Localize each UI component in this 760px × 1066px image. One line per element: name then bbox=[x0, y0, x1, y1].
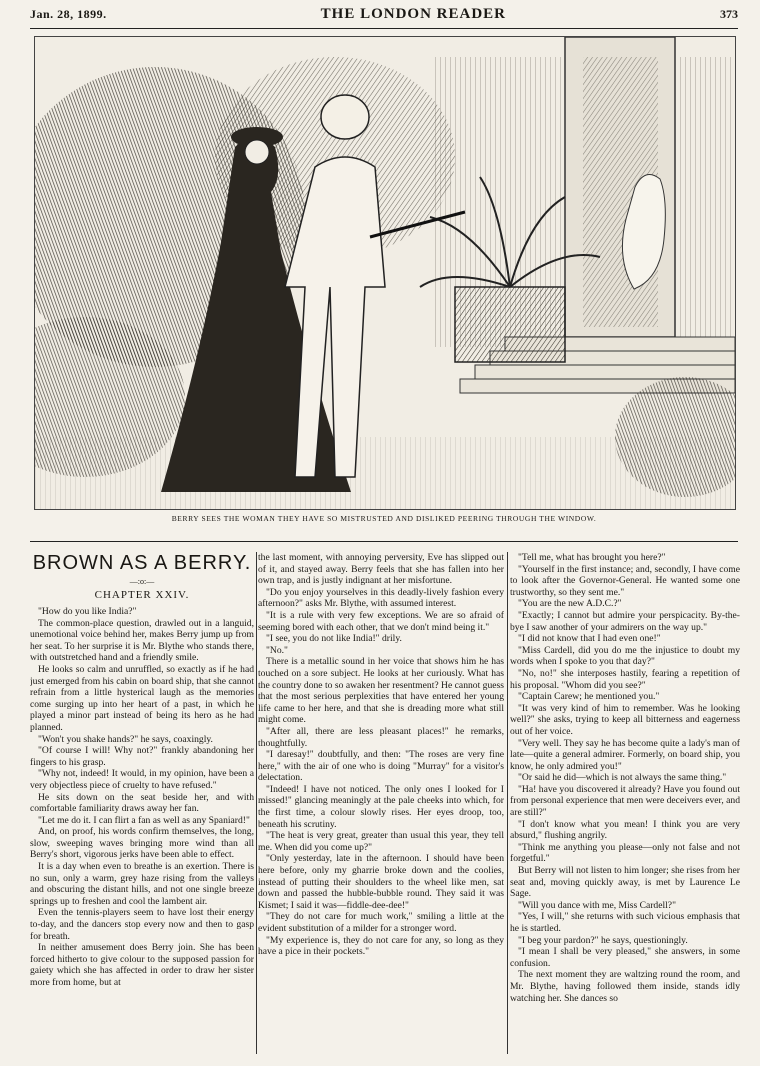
paragraph: "I did not know that I had even one!" bbox=[518, 633, 661, 645]
paragraph: "Exactly; I cannot but admire your perspicacity. By-the-bye I saw another of your admirers on the way up." bbox=[510, 609, 740, 633]
paragraph: "Captain Carew; he mentioned you." bbox=[518, 691, 660, 703]
paragraph: Even the tennis-players seem to have lost their energy to-day, and the dancers stop every now and then to gasp for breath. bbox=[30, 907, 254, 942]
paragraph: "Will you dance with me, Miss Cardell?" bbox=[518, 899, 676, 911]
column-divider bbox=[507, 552, 508, 1054]
paragraph: He sits down on the seat beside her, and with comfortable familiarity draws away her fan. bbox=[30, 791, 254, 815]
paragraph: "The heat is very great, greater than usual this year, they tell me. When did you come up?" bbox=[258, 830, 504, 853]
paragraph: And, on proof, his words confirm themselves, the long, slow, sweeping waves bringing more wind than all Berry's short, vigorous jerks have been able to effect. bbox=[30, 826, 254, 861]
paragraph: "No, no!" she interposes hastily, fearing a repetition of his proposal. "Whom did you see?" bbox=[510, 667, 740, 691]
paragraph: "You are the new A.D.C.?" bbox=[518, 598, 622, 610]
paragraph: The next moment they are waltzing round the room, and Mr. Blythe, having followed them inside, stands idly watching her. She dances so bbox=[510, 969, 740, 1004]
text-column-2 bbox=[258, 552, 504, 1056]
caption-rule bbox=[30, 541, 738, 542]
text-column-1 bbox=[30, 552, 254, 1056]
paragraph: "Think me anything you please—only not false and not forgetful." bbox=[510, 841, 740, 865]
header-rule bbox=[30, 28, 738, 29]
page-number: 373 bbox=[719, 7, 738, 21]
paragraph: "Miss Cardell, did you do me the injustice to doubt my words when I spoke to you that day?" bbox=[510, 644, 740, 668]
paragraph: There is a metallic sound in her voice that shows him he has touched on a sore subject. He looks at her curiously. What has the country done to so awaken her resentment? He cannot guess that the most serious perplexities that have entered her young life came to her here, and that she is dreading more what still might come. bbox=[258, 656, 504, 726]
paragraph: "After all, there are less pleasant places!" he remarks, thoughtfully. bbox=[258, 725, 504, 749]
paragraph: "How do you like India?" bbox=[38, 606, 137, 617]
paragraph: "It is a rule with very few exceptions. We are so afraid of seeming bored with each other, that we don't mind being it." bbox=[258, 609, 504, 633]
paragraph: "Yourself in the first instance; and, secondly, I have come to look after the Governor-General. He wanted some one trustworthy, so they sent me." bbox=[510, 563, 740, 598]
paragraph: "I beg your pardon?" he says, questioningly. bbox=[518, 934, 688, 946]
paragraph: "My experience is, they do not care for any, so long as they have a pice in their pockets." bbox=[258, 934, 504, 958]
column-divider bbox=[256, 552, 257, 1054]
engraving-picture bbox=[35, 37, 735, 509]
paragraph: But Berry will not listen to him longer; she rises from her seat and, moving quickly away, is met by Laurence Le Sage. bbox=[510, 865, 740, 900]
paragraph: "They do not care for much work," smiling a little at the evident substitution of a milder for a stronger word. bbox=[258, 911, 504, 934]
paragraph: It is a day when even to breathe is an exertion. There is no sun, only a warm, grey haze rising from the valleys and obscuring the distant hills, and not one single breeze springs up to freshen and cool the lambent air. bbox=[30, 861, 254, 907]
paragraph: the last moment, with annoying perversity, Eve has slipped out of it, and stayed away. Berry feels that she has fallen into her own trap, and is justly indignant at her misfortune. bbox=[258, 552, 504, 587]
paragraph: "Ha! have you discovered it already? Have you found out from personal experience that men were deceivers ever, and are still?" bbox=[510, 783, 740, 819]
paragraph: "It was very kind of him to remember. Was he looking well?" she asks, trying to keep all bitterness and eagerness out of her voice. bbox=[510, 702, 740, 737]
paragraph: "Or said he did—which is not always the same thing." bbox=[518, 772, 727, 784]
chapter-heading: CHAPTER XXIV. bbox=[94, 589, 190, 601]
paragraph: "No." bbox=[266, 644, 288, 656]
paragraph: He looks so calm and unruffled, so exactly as if he had just emerged from his cabin on board ship, that she cannot refrain from a little hysterical laugh as the memories come surging up into her heart of a past, in which he played a minor part instead of being its hero as he had planned. bbox=[30, 663, 254, 733]
paragraph: "Only yesterday, late in the afternoon. I should have been here before, only my gharrie broke down and the coolies, instead of putting their shoulders to the wheel like men, sat down and passed the hubble-bubble round. They said it was Kismet; I said it was—fiddle-dee-dee!" bbox=[258, 853, 504, 911]
paragraph: "Very well. They say he has become quite a lady's man of late—quite a general admirer. Formerly, on board ship, you know, he only admired you!" bbox=[510, 737, 740, 772]
paragraph: "I see, you do not like India!" drily. bbox=[266, 633, 402, 645]
paragraph: In neither amusement does Berry join. She has been forced hitherto to give colour to the supposed passion for gaiety which she has affected in order to draw her sister more from home, but at bbox=[30, 942, 254, 988]
paragraph: "I don't know what you mean! I think you are very absurd," flushing angrily. bbox=[510, 818, 740, 842]
paragraph: "Of course I will! Why not?" frankly abandoning her fingers to his grasp. bbox=[30, 745, 254, 768]
paragraph: "Won't you shake hands?" he says, coaxingly. bbox=[38, 733, 213, 745]
paragraph: "Yes, I will," she returns with such vicious emphasis that he is startled. bbox=[510, 911, 740, 934]
publication-title: THE LONDON READER bbox=[320, 6, 507, 22]
paragraph: "Tell me, what has brought you here?" bbox=[518, 552, 666, 563]
paragraph: "I mean I shall be very pleased," she answers, in some confusion. bbox=[510, 946, 740, 969]
paragraph: The common-place question, drawled out in a languid, unemotional voice behind her, makes Berry jump up from her seat. To her surprise it is Mr. Blythe who stands there, with outstretched hand and a friendly smile. bbox=[30, 617, 254, 664]
paragraph: "Let me do it. I can flirt a fan as well as any Spaniard!" bbox=[38, 814, 250, 826]
story-title: BROWN AS A BERRY. bbox=[32, 552, 252, 574]
paragraph: "Indeed! I have not noticed. The only ones I looked for I missed!" glancing meaningly at the pale cheeks into which, for the first time, a colour slowly rises. Her eyes droop, too, beneath his scrutiny. bbox=[258, 783, 504, 830]
page-header bbox=[30, 6, 738, 26]
paragraph: "Why not, indeed! It would, in my opinion, have been a very objectless piece of cruelty to have refused." bbox=[30, 768, 254, 791]
illustration-caption: BERRY SEES THE WOMAN THEY HAVE SO MISTRUSTED AND DISLIKED PEERING THROUGH THE WINDOW. bbox=[171, 514, 597, 523]
text-column-3 bbox=[510, 552, 740, 1056]
engraving-illustration bbox=[34, 36, 736, 510]
issue-date: Jan. 28, 1899. bbox=[30, 7, 107, 21]
paragraph: "I daresay!" doubtfully, and then: "The roses are very fine here," with the air of one who is doing "Murray" for a visitor's delectation. bbox=[258, 749, 504, 784]
title-ornament: —:o:— bbox=[129, 577, 155, 586]
paragraph: "Do you enjoy yourselves in this deadly-lively fashion every afternoon?" asks Mr. Blythe, with assumed interest. bbox=[258, 586, 504, 610]
